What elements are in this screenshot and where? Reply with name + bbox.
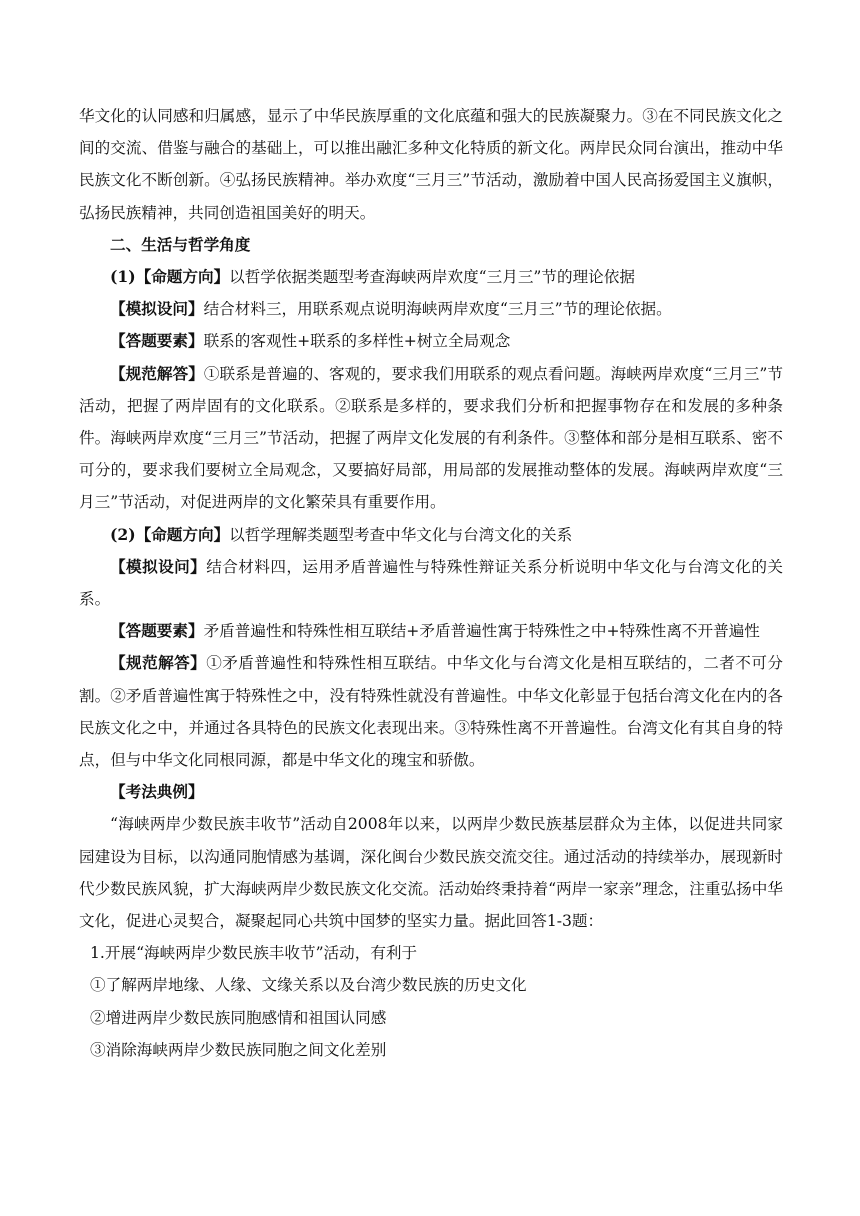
q1-answer-text: ①联系是普遍的、客观的，要求我们用联系的观点看问题。海峡两岸欢度“三月三”节活动，把握了两岸固有的文化联系。②联系是多样的，要求我们分析和把握事物存在和发展的多种条件。海峡两岸欢度“三月三”节活动，把握了两岸文化发展的有利条件。③整体和部分是相互联系、密不可分的，要求我们要树立全局观念，又要搞好局部，用局部的发展推动整体的发展。海峡两岸欢度“三月三”节活动，对促进两岸的文化繁荣具有重要作用。 [79, 364, 783, 512]
q1-direction [79, 261, 783, 293]
q2-direction-text: 以哲学理解类题型考查中华文化与台湾文化的关系 [229, 525, 573, 544]
q2-standard-answer [79, 647, 783, 776]
q1-simulated-question [79, 293, 783, 325]
q1-key-text: 联系的客观性+联系的多样性+树立全局观念 [203, 332, 511, 351]
example-heading: 【考法典例】 [110, 782, 204, 802]
q2-direction [79, 519, 783, 551]
q2-key-text: 矛盾普遍性和特殊性相互联结+矛盾普遍性寓于特殊性之中+特殊性离不开普遍性 [203, 622, 760, 641]
paragraph-culture-conclusion: 华文化的认同感和归属感，显示了中华民族厚重的文化底蕴和强大的民族凝聚力。③在不同民族文化之间的交流、借鉴与融合的基础上，可以推出融汇多种文化特质的新文化。两岸民众同台演出，推动中华民族文化不断创新。④弘扬民族精神。举办欢度“三月三”节活动，激励着中国人民高扬爱国主义旗帜，弘扬民族精神，共同创造祖国美好的明天。 [79, 107, 783, 222]
section-heading-philosophy: 二、生活与哲学角度 [110, 234, 251, 254]
q2-simulated-question [79, 551, 783, 615]
q1-key-label: 【答题要素】 [110, 331, 204, 351]
option-2: ②增进两岸少数民族同胞感情和祖国认同感 [90, 1008, 387, 1027]
q1-answer-label: 【规范解答】 [110, 363, 204, 383]
document-body [79, 100, 783, 1066]
option-1: ①了解两岸地缘、人缘、文缘关系以及台湾少数民族的历史文化 [90, 976, 527, 995]
q1-standard-answer [79, 358, 783, 519]
q2-simulated-label: 【模拟设问】 [110, 556, 207, 576]
q1-simulated-text: 结合材料三，用联系观点说明海峡两岸欢度“三月三”节的理论依据。 [203, 300, 672, 319]
question-stem: 1.开展“海峡两岸少数民族丰收节”活动，有利于 [90, 944, 418, 963]
q2-key-label: 【答题要素】 [110, 621, 204, 641]
q1-key-elements [79, 325, 783, 357]
q2-direction-label: (2)【命题方向】 [110, 524, 230, 544]
q1-direction-label: (1)【命题方向】 [110, 267, 230, 287]
q1-direction-text: 以哲学依据类题型考查海峡两岸欢度“三月三”节的理论依据 [229, 268, 635, 287]
q2-answer-label: 【规范解答】 [110, 653, 207, 673]
q2-answer-text: ①矛盾普遍性和特殊性相互联结。中华文化与台湾文化是相互联结的，二者不可分割。②矛盾普遍性寓于特殊性之中，没有特殊性就没有普遍性。中华文化彰显于包括台湾文化在内的各民族文化之中，并通过各具特色的民族文化表现出来。③特殊性离不开普遍性。台湾文化有其自身的特点，但与中华文化同根同源，都是中华文化的瑰宝和骄傲。 [79, 654, 783, 770]
q2-simulated-text: 结合材料四，运用矛盾普遍性与特殊性辩证关系分析说明中华文化与台湾文化的关系。 [79, 557, 783, 609]
option-3: ③消除海峡两岸少数民族同胞之间文化差别 [90, 1040, 387, 1059]
q2-key-elements [79, 615, 783, 647]
q1-simulated-label: 【模拟设问】 [110, 299, 204, 319]
example-material: “海峡两岸少数民族丰收节”活动自2008年以来，以两岸少数民族基层群众为主体，以促进共同家园建设为目标，以沟通同胞情感为基调，深化闽台少数民族交流交往。通过活动的持续举办，展现新时代少数民族风貌，扩大海峡两岸少数民族文化交流。活动始终秉持着“两岸一家亲”理念，注重弘扬中华文化，促进心灵契合，凝聚起同心共筑中国梦的坚实力量。据此回答1-3题： [79, 815, 783, 931]
